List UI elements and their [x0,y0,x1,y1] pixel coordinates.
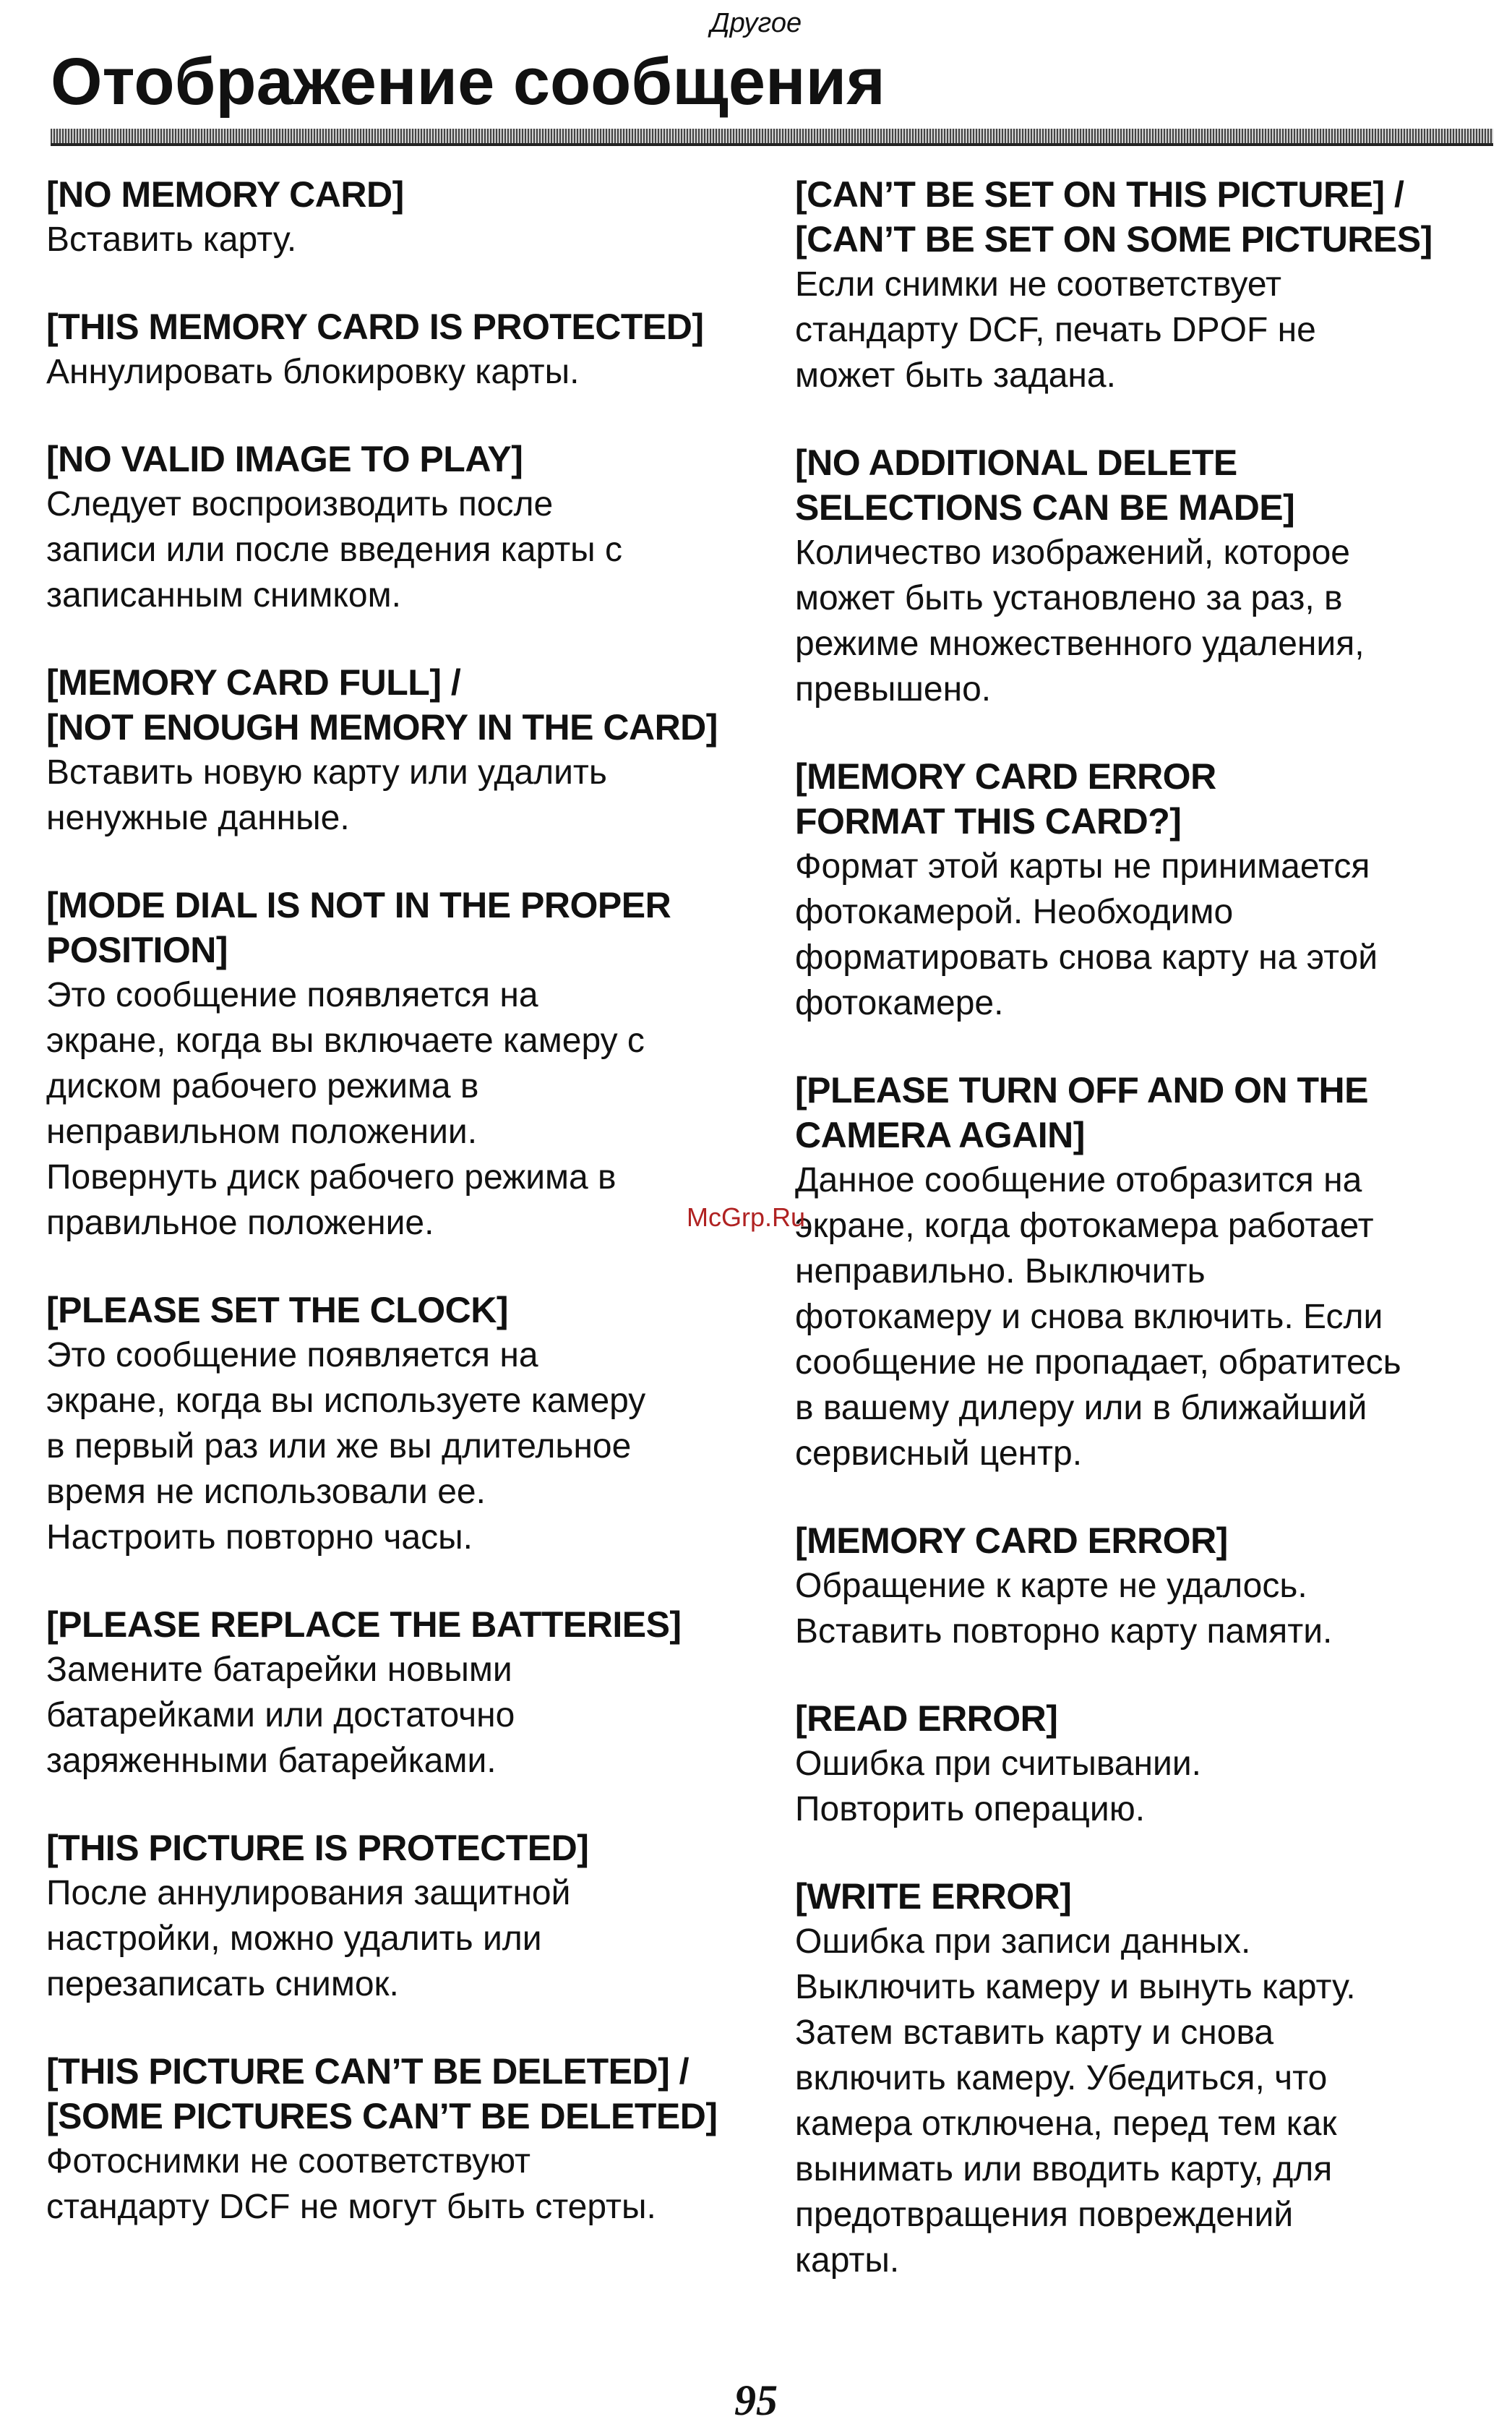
message-heading [795,440,1489,530]
message-description: Ошибка при записи данных. Выключить камеру и вынуть карту. Затем вставить карту и снова включить камеру. Убедиться, что камера отключена, перед тем как вынимать или вводить карту, для предотвращения повреждений карты. [795,1922,1356,2280]
message-heading [46,437,762,482]
message-description: Если снимки не соответствует стандарту DCF, печать DPOF не может быть задана. [795,265,1316,395]
title-underline-rule [51,129,1493,146]
message-heading [46,2049,762,2139]
page-number: 95 [734,2376,778,2424]
message-entry [46,1602,762,1784]
right-column [795,172,1489,2325]
message-heading-line: [PLEASE TURN OFF AND ON THE [795,1070,1368,1110]
message-entry [795,754,1489,1026]
message-heading-line: [MEMORY CARD FULL] / [46,662,461,703]
message-description: Аннулировать блокировку карты. [46,353,580,391]
message-entry [795,1696,1489,1832]
message-heading-line: [NO ADDITIONAL DELETE [795,442,1237,483]
message-heading-line: CAMERA AGAIN] [795,1115,1085,1155]
message-entry [46,2049,762,2230]
message-heading-line: [MEMORY CARD ERROR] [795,1520,1228,1561]
message-description: Формат этой карты не принимается фотокамерой. Необходимо форматировать снова карту на этой фотокамере. [795,847,1378,1022]
message-entry [795,1518,1489,1654]
message-heading-line: SELECTIONS CAN BE MADE] [795,487,1295,528]
message-entry [795,1068,1489,1476]
message-description: Количество изображений, которое может быть установлено за раз, в режиме множественного удаления, превышено. [795,534,1365,709]
message-entry [795,172,1489,398]
message-heading-line: [SOME PICTURES CAN’T BE DELETED] [46,2096,718,2136]
message-heading-line: [THIS MEMORY CARD IS PROTECTED] [46,307,704,347]
message-description: Это сообщение появляется на экране, когда вы включаете камеру с диском рабочего режима в неправильном положении. Повернуть диск рабочего режима в правильное положение. [46,976,645,1242]
message-heading-line: [WRITE ERROR] [795,1876,1072,1917]
message-entry [46,1288,762,1560]
message-heading-line: [NOT ENOUGH MEMORY IN THE CARD] [46,707,718,748]
message-heading [795,172,1489,262]
message-heading [46,1826,762,1870]
message-heading-line: [PLEASE REPLACE THE BATTERIES] [46,1604,682,1645]
message-entry [46,660,762,841]
message-heading [46,304,762,349]
section-label: Другое [710,8,802,38]
message-heading-line: [THIS PICTURE CAN’T BE DELETED] / [46,2051,690,2092]
message-description: Обращение к карте не удалось. Вставить повторно карту памяти. [795,1567,1333,1651]
message-heading [46,1288,762,1332]
message-entry [46,883,762,1246]
message-heading [46,883,762,972]
message-heading-line: [MODE DIAL IS NOT IN THE PROPER [46,885,671,925]
message-heading [795,1068,1489,1157]
message-heading [795,1874,1489,1919]
message-description: Фотоснимки не соответствуют стандарту DCF не могут быть стерты. [46,2142,656,2226]
message-description: Это сообщение появляется на экране, когда вы используете камеру в первый раз или же вы длительное время не использовали ее. Настроить повторно часы. [46,1336,646,1557]
message-heading-line: [CAN’T BE SET ON SOME PICTURES] [795,219,1432,260]
message-heading-line: [THIS PICTURE IS PROTECTED] [46,1828,589,1868]
message-description: Ошибка при считывании. Повторить операцию. [795,1745,1201,1828]
message-description: Замените батарейки новыми батарейками или достаточно заряженными батарейками. [46,1651,515,1780]
watermark-text: McGrp.Ru [687,1202,806,1232]
page-title: Отображение сообщения [51,45,885,119]
left-column [46,172,762,2272]
message-heading-line: [NO MEMORY CARD] [46,174,404,215]
message-description: После аннулирования защитной настройки, можно удалить или перезаписать снимок. [46,1874,571,2003]
message-heading [795,754,1489,844]
message-entry [46,172,762,262]
message-heading [46,1602,762,1647]
message-description: Вставить новую карту или удалить ненужные данные. [46,753,607,837]
message-heading-line: [MEMORY CARD ERROR [795,756,1216,797]
message-heading-line: [CAN’T BE SET ON THIS PICTURE] / [795,174,1404,215]
message-entry [795,440,1489,712]
message-entry [795,1874,1489,2283]
message-heading [46,660,762,750]
message-heading [46,172,762,217]
message-heading-line: [NO VALID IMAGE TO PLAY] [46,439,523,479]
message-heading-line: [READ ERROR] [795,1698,1058,1739]
message-entry [46,437,762,618]
message-entry [46,304,762,395]
message-description: Данное сообщение отобразится на экране, когда фотокамера работает неправильно. Выключить фотокамеру и снова включить. Если сообщение не пропадает, обратитесь в вашему дилеру или в ближайший сервисный центр. [795,1161,1401,1473]
message-description: Вставить карту. [46,221,297,259]
message-entry [46,1826,762,2007]
message-heading [795,1518,1489,1563]
message-heading-line: POSITION] [46,930,228,970]
message-heading-line: [PLEASE SET THE CLOCK] [46,1290,509,1330]
message-heading [795,1696,1489,1741]
message-heading-line: FORMAT THIS CARD?] [795,801,1182,842]
message-description: Следует воспроизводить после записи или после введения карты с записанным снимком. [46,485,623,615]
